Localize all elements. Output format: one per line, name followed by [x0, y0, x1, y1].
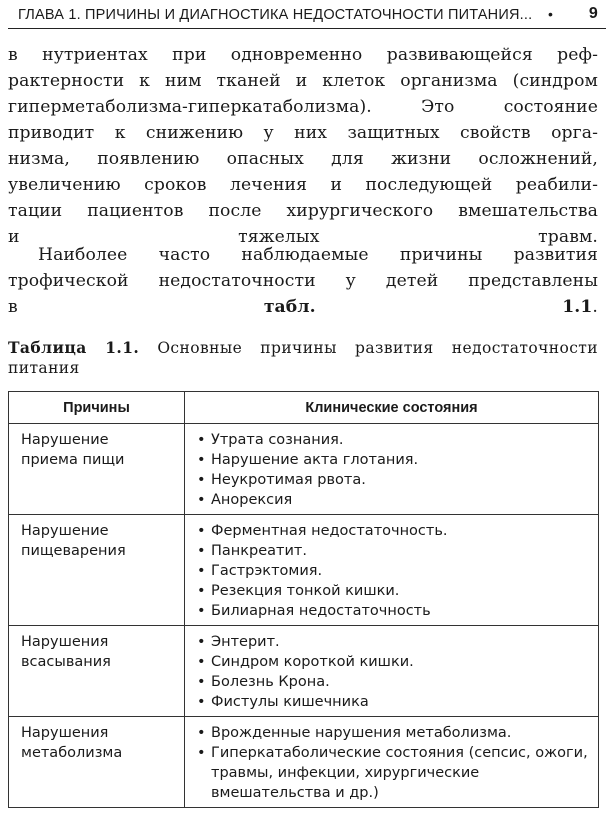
table-header-row [9, 392, 599, 424]
cause-text: метаболизма [21, 745, 123, 761]
paragraph-line: приводит к снижению у них защитных свойств орга- [8, 123, 598, 143]
running-header [8, 6, 606, 29]
states-cell [185, 515, 599, 626]
causes-table [8, 391, 599, 808]
table-row [9, 424, 599, 515]
paragraph-line: тации пациентов после хирургического вмешательства [8, 201, 598, 221]
caption-label: Таблица 1.1. [8, 338, 140, 357]
paragraph-line: гиперметаболизма-гиперкатаболизма). Это состояние [8, 97, 598, 117]
paragraph-line: рактерности к ним тканей и клеток организма (синдром [8, 71, 598, 91]
header-bullet: • [548, 6, 554, 22]
cause-text: Нарушения [21, 725, 109, 741]
paragraph-line: в нутриентах при одновременно развивающейся реф- [8, 45, 598, 65]
table-caption [8, 338, 598, 378]
text-fragment: . [592, 297, 598, 317]
cause-cell [9, 717, 185, 808]
list-item: • Панкреатит. [197, 541, 598, 561]
cause-text: Нарушение [21, 523, 109, 539]
states-list [197, 430, 598, 510]
cause-cell [9, 626, 185, 717]
caption-line: питания [8, 359, 80, 377]
states-cell [185, 626, 599, 717]
cause-text: Нарушение [21, 432, 109, 448]
cause-text: пищеварения [21, 543, 126, 559]
header-clinical-states: Клинические состояния [185, 392, 599, 424]
list-item: • Ферментная недостаточность. [197, 521, 598, 541]
list-item: • Синдром короткой кишки. [197, 652, 598, 672]
paragraph-1 [8, 42, 598, 250]
list-item: • Болезнь Крона. [197, 672, 598, 692]
list-item: • Гастрэктомия. [197, 561, 598, 581]
table-row [9, 626, 599, 717]
list-item: • Утрата сознания. [197, 430, 598, 450]
cause-cell [9, 515, 185, 626]
header-causes: Причины [9, 392, 185, 424]
cause-text: приема пищи [21, 452, 125, 468]
caption-text: Основные причины развития недостаточности [139, 339, 598, 357]
list-item: • Фистулы кишечника [197, 692, 598, 712]
states-list [197, 632, 598, 712]
states-list [197, 723, 598, 803]
table-reference: табл. 1.1 [263, 297, 593, 317]
list-item: • Нарушение акта глотания. [197, 450, 598, 470]
paragraph-line: увеличению сроков лечения и последующей реабили- [8, 175, 598, 195]
cause-cell [9, 424, 185, 515]
list-item: • Анорексия [197, 490, 598, 510]
cause-text: Нарушения [21, 634, 109, 650]
chapter-title: ГЛАВА 1. ПРИЧИНЫ И ДИАГНОСТИКА НЕДОСТАТОЧНОСТИ ПИТАНИЯ... [18, 7, 533, 23]
states-cell [185, 424, 599, 515]
cause-text: всасывания [21, 654, 111, 670]
list-item: • Гиперкатаболические состояния (сепсис, ожоги, травмы, инфекции, хирургические вмешательства и др.) [197, 743, 598, 803]
paragraph-line: и тяжелых травм. [8, 227, 598, 247]
paragraph-line: низма, появлению опасных для жизни осложнений, [8, 149, 598, 169]
list-item: • Билиарная недостаточность [197, 601, 598, 621]
list-item: • Резекция тонкой кишки. [197, 581, 598, 601]
paragraph-line: трофической недостаточности у детей представлены [8, 271, 598, 291]
paragraph-last-line [8, 294, 598, 320]
text-fragment: в [8, 297, 264, 317]
list-item: • Неукротимая рвота. [197, 470, 598, 490]
list-item: • Врожденные нарушения метаболизма. [197, 723, 598, 743]
states-cell [185, 717, 599, 808]
list-item: • Энтерит. [197, 632, 598, 652]
paragraph-2 [8, 242, 598, 320]
page-number: 9 [588, 5, 598, 22]
table-row [9, 515, 599, 626]
states-list [197, 521, 598, 621]
table-row [9, 717, 599, 808]
paragraph-line: Наиболее часто наблюдаемые причины развития [38, 245, 598, 265]
caption-line [8, 338, 598, 358]
